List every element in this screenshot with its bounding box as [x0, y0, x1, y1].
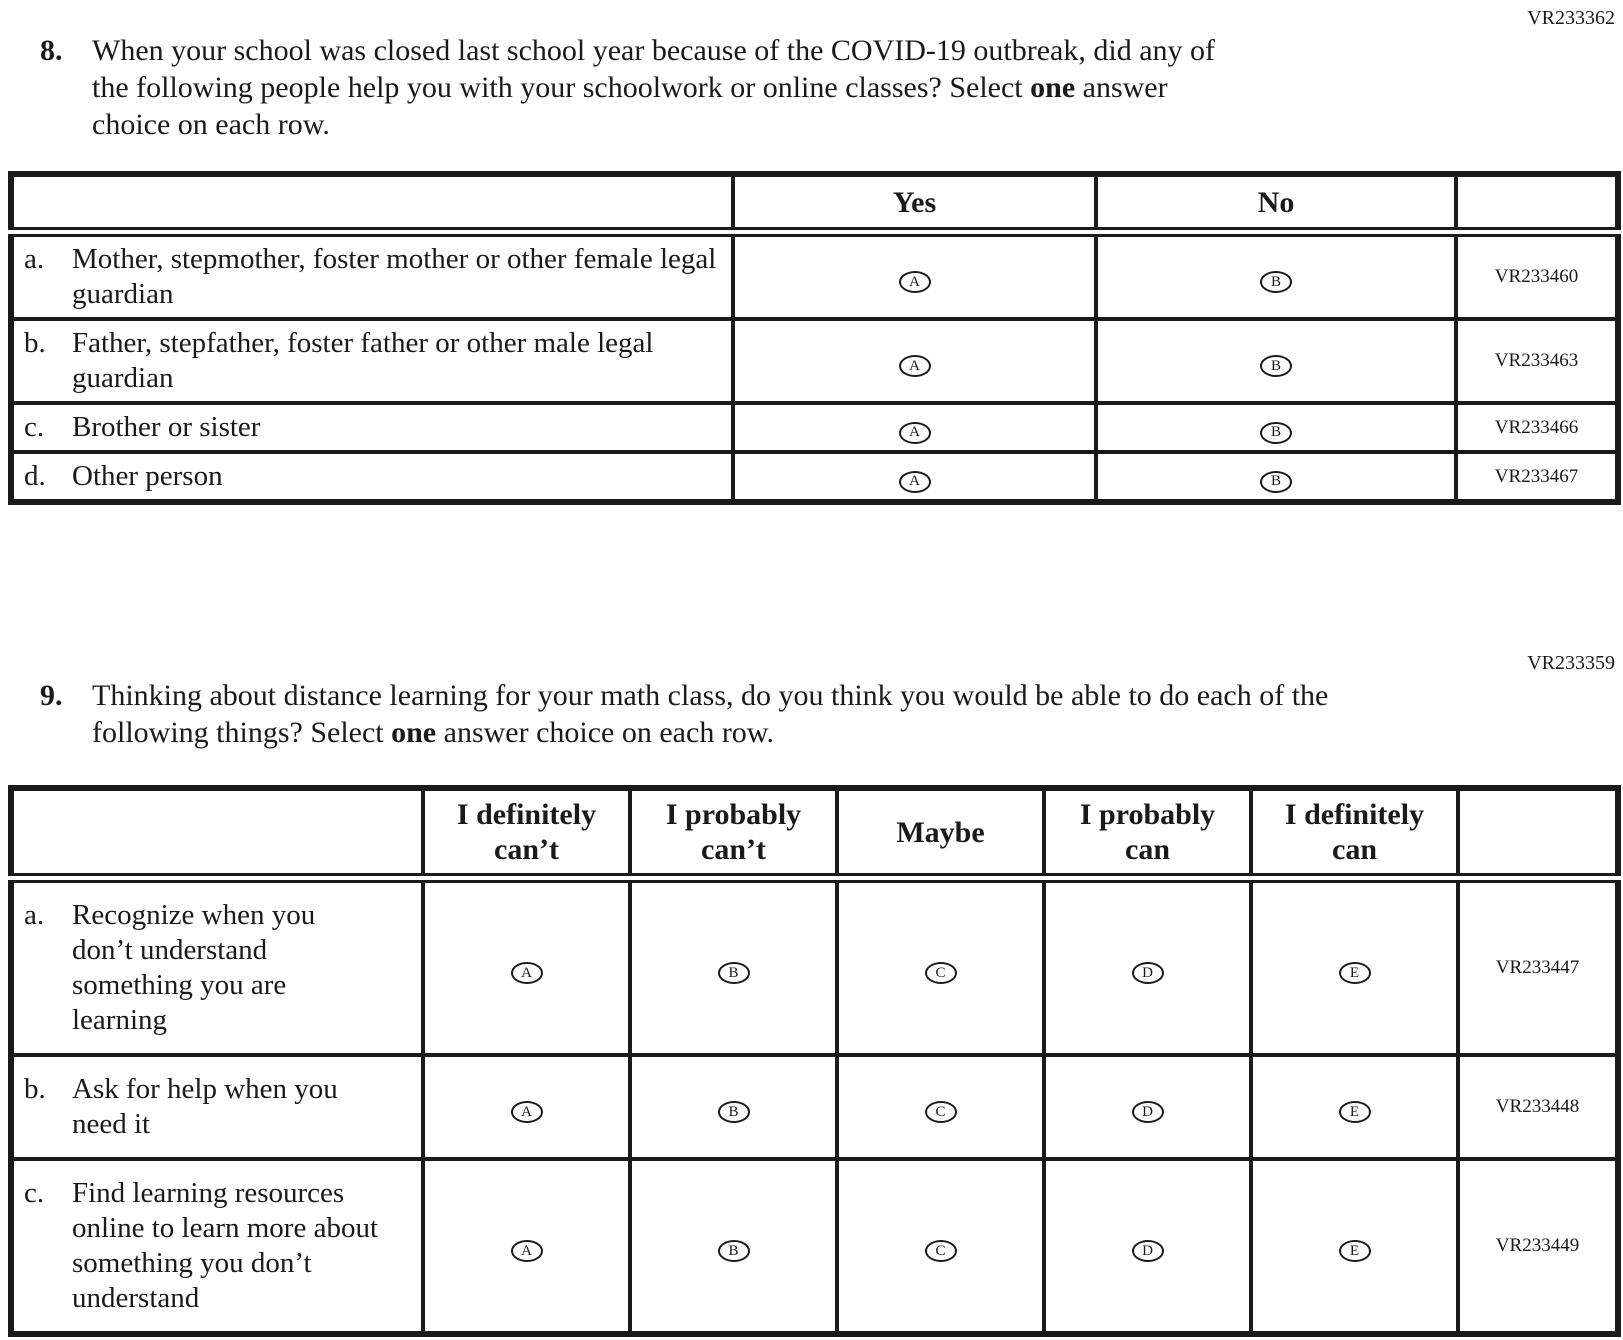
row-letter: c.	[24, 1177, 45, 1209]
row-label: Brother or sister	[72, 411, 261, 443]
q9-row-c-cell-c	[837, 1159, 1044, 1334]
q8-row-a-no-cell	[1096, 232, 1456, 319]
row-vr-code: VR233466	[1456, 403, 1618, 452]
bubble-letter: B	[728, 1242, 739, 1259]
q8-row-b-no-cell	[1096, 319, 1456, 403]
q9-row-c-cell-e	[1251, 1159, 1458, 1334]
question-8-prompt-after: answer choice on each row.	[92, 71, 1168, 141]
q8-vr-code: VR233362	[1527, 7, 1615, 29]
question-9-prompt-after: answer choice on each row.	[436, 716, 775, 749]
bubble-letter: B	[1270, 273, 1281, 290]
row-label: Other person	[72, 460, 223, 492]
q9-row-a-label-cell	[11, 878, 423, 1055]
q9-header-blank	[11, 788, 423, 878]
row-label: Father, stepfather, foster father or other male legal guardian	[72, 327, 654, 394]
table-row	[11, 1159, 1618, 1334]
answer-bubble-e[interactable]	[1339, 1240, 1371, 1262]
bubble-letter: A	[521, 964, 532, 981]
bubble-letter: D	[1142, 1242, 1153, 1259]
answer-bubble-b[interactable]	[1260, 471, 1292, 493]
q9-header-vr-blank	[1458, 788, 1618, 878]
answer-bubble-a[interactable]	[511, 962, 543, 984]
q8-header-row	[11, 174, 1618, 232]
answer-bubble-b[interactable]	[718, 1101, 750, 1123]
question-8	[6, 32, 1617, 143]
q8-row-c-label-cell	[11, 403, 733, 452]
question-9-answer-table	[8, 785, 1621, 1337]
q8-row-c-yes-cell	[733, 403, 1096, 452]
bubble-letter: A	[909, 424, 920, 440]
q8-header-no: No	[1096, 174, 1456, 232]
row-vr-code: VR233447	[1458, 878, 1618, 1055]
answer-bubble-e[interactable]	[1339, 1101, 1371, 1123]
bubble-letter: C	[935, 964, 946, 981]
q9-header-probably-can: I probably can	[1044, 788, 1251, 878]
answer-bubble-b[interactable]	[1260, 271, 1292, 293]
row-vr-code: VR233460	[1456, 232, 1618, 319]
answer-bubble-e[interactable]	[1339, 962, 1371, 984]
row-letter: c.	[24, 411, 45, 443]
row-label: Mother, stepmother, foster mother or other female legal guardian	[72, 243, 717, 310]
q8-header-vr-blank	[1456, 174, 1618, 232]
table-row	[11, 232, 1618, 319]
bubble-letter: A	[909, 357, 920, 374]
answer-bubble-c[interactable]	[925, 1240, 957, 1262]
question-9-number: 9.	[40, 679, 63, 712]
bubble-letter: A	[909, 473, 920, 489]
q9-row-b-cell-a	[423, 1055, 630, 1159]
question-8-number: 8.	[40, 34, 63, 67]
bubble-letter: E	[1349, 1242, 1360, 1259]
q9-row-b-cell-b	[630, 1055, 837, 1159]
row-label: Recognize when you don’t understand something you are learning	[72, 899, 316, 1036]
row-vr-code: VR233449	[1458, 1159, 1618, 1334]
q9-row-a-cell-c	[837, 878, 1044, 1055]
question-8-answer-table	[8, 171, 1621, 505]
row-letter: d.	[24, 460, 46, 492]
q9-row-b-cell-d	[1044, 1055, 1251, 1159]
answer-bubble-a[interactable]	[899, 422, 931, 444]
q9-row-c-cell-a	[423, 1159, 630, 1334]
q9-row-b-cell-c	[837, 1055, 1044, 1159]
q9-row-c-cell-b	[630, 1159, 837, 1334]
q9-row-a-cell-a	[423, 878, 630, 1055]
bubble-letter: D	[1142, 1103, 1153, 1120]
q9-header-definitely-can: I definitely can	[1251, 788, 1458, 878]
q9-vr-code: VR233359	[1527, 652, 1615, 674]
table-row	[11, 452, 1618, 502]
q9-header-maybe: Maybe	[837, 788, 1044, 878]
q8-row-c-no-cell	[1096, 403, 1456, 452]
table-row	[11, 403, 1618, 452]
bubble-letter: B	[728, 1103, 739, 1120]
q9-row-a-cell-e	[1251, 878, 1458, 1055]
q8-row-a-label-cell	[11, 232, 733, 319]
q9-row-b-label-cell	[11, 1055, 423, 1159]
answer-bubble-c[interactable]	[925, 1101, 957, 1123]
row-letter: a.	[24, 899, 45, 931]
bubble-letter: A	[521, 1103, 532, 1120]
q9-header-probably-cant: I probably can’t	[630, 788, 837, 878]
answer-bubble-a[interactable]	[899, 271, 931, 293]
row-letter: a.	[24, 243, 45, 275]
q8-row-a-yes-cell	[733, 232, 1096, 319]
answer-bubble-a[interactable]	[511, 1101, 543, 1123]
q8-header-yes: Yes	[733, 174, 1096, 232]
row-letter: b.	[24, 1073, 46, 1105]
q9-row-a-cell-d	[1044, 878, 1251, 1055]
question-8-prompt-before: When your school was closed last school year because of the COVID-19 outbreak, did any of the following people help you with your schoolwork or online classes? Select	[92, 34, 1216, 104]
answer-bubble-a[interactable]	[511, 1240, 543, 1262]
bubble-letter: C	[935, 1242, 946, 1259]
bubble-letter: E	[1349, 1103, 1360, 1120]
q9-row-b-cell-e	[1251, 1055, 1458, 1159]
bubble-letter: A	[909, 273, 920, 290]
question-9-prompt-bold: one	[391, 716, 437, 749]
q9-row-c-cell-d	[1044, 1159, 1251, 1334]
row-letter: b.	[24, 327, 46, 359]
q8-header-blank	[11, 174, 733, 232]
q8-row-d-label-cell	[11, 452, 733, 502]
answer-bubble-b[interactable]	[718, 1240, 750, 1262]
section-gap	[6, 505, 1617, 651]
answer-bubble-b[interactable]	[1260, 422, 1292, 444]
question-8-prompt-bold: one	[1030, 71, 1076, 104]
question-9	[6, 677, 1617, 751]
bubble-letter: A	[521, 1242, 532, 1259]
table-row	[11, 1055, 1618, 1159]
answer-bubble-d[interactable]	[1132, 1240, 1164, 1262]
q9-row-a-cell-b	[630, 878, 837, 1055]
bubble-letter: B	[1270, 473, 1281, 489]
answer-bubble-a[interactable]	[899, 471, 931, 493]
row-label: Find learning resources online to learn more about something you don’t understand	[72, 1177, 379, 1314]
answer-bubble-b[interactable]	[718, 962, 750, 984]
bubble-letter: D	[1142, 964, 1153, 981]
answer-bubble-b[interactable]	[1260, 355, 1292, 377]
table-row	[11, 319, 1618, 403]
bubble-letter: E	[1349, 964, 1360, 981]
q8-row-b-yes-cell	[733, 319, 1096, 403]
answer-bubble-d[interactable]	[1132, 1101, 1164, 1123]
bubble-letter: B	[728, 964, 739, 981]
question-9-prompt	[92, 677, 1332, 751]
bubble-letter: B	[1270, 357, 1281, 374]
table-row	[11, 878, 1618, 1055]
q9-row-c-label-cell	[11, 1159, 423, 1334]
q9-header-row	[11, 788, 1618, 878]
q9-header-definitely-cant: I definitely can’t	[423, 788, 630, 878]
question-9-prompt-before: Thinking about distance learning for your math class, do you think you would be able to do each of the following things? Select	[92, 679, 1329, 749]
answer-bubble-a[interactable]	[899, 355, 931, 377]
question-8-prompt	[92, 32, 1242, 143]
bubble-letter: C	[935, 1103, 946, 1120]
answer-bubble-d[interactable]	[1132, 962, 1164, 984]
row-label: Ask for help when you need it	[72, 1073, 338, 1140]
q8-row-d-no-cell	[1096, 452, 1456, 502]
row-vr-code: VR233448	[1458, 1055, 1618, 1159]
row-vr-code: VR233463	[1456, 319, 1618, 403]
q8-row-b-label-cell	[11, 319, 733, 403]
bubble-letter: B	[1270, 424, 1281, 440]
q8-row-d-yes-cell	[733, 452, 1096, 502]
answer-bubble-c[interactable]	[925, 962, 957, 984]
row-vr-code: VR233467	[1456, 452, 1618, 502]
